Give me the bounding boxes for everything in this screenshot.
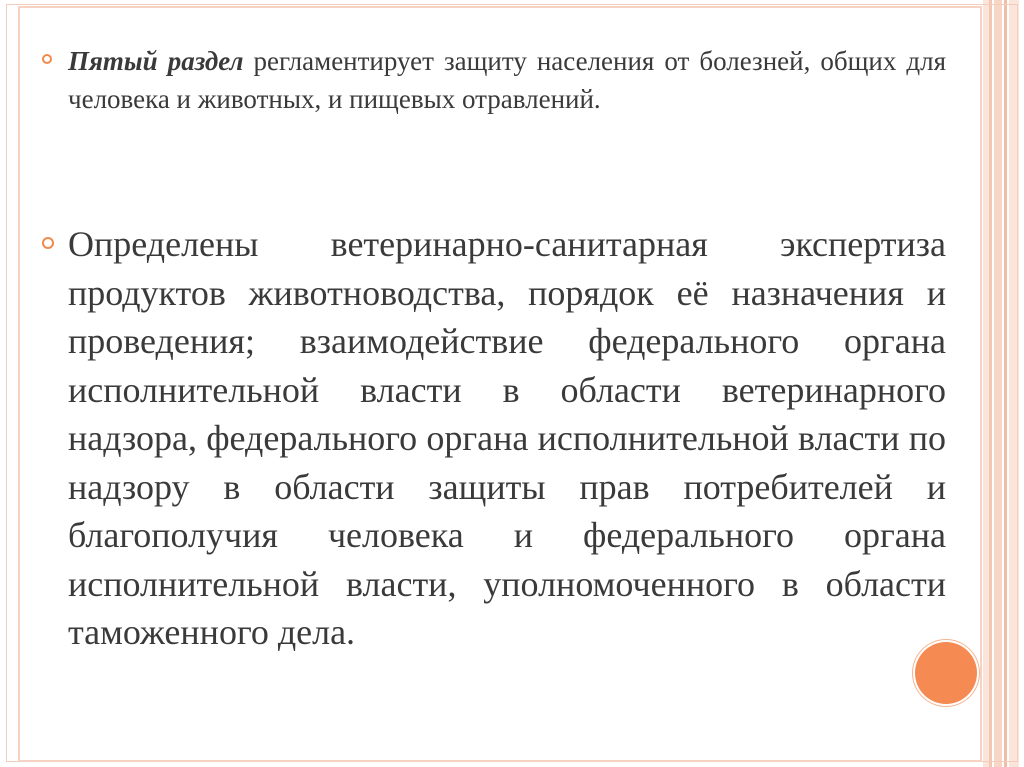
orange-circle-decoration bbox=[915, 642, 977, 704]
bullet-circle-icon bbox=[42, 54, 52, 64]
bullet-item-2 bbox=[42, 220, 946, 657]
bullet-body: регламентирует защиту населения от болезней, общих для человека и животных, и пищевых отравлений. bbox=[68, 46, 946, 114]
bullet-text bbox=[68, 42, 946, 118]
bullet-item-1 bbox=[42, 42, 946, 118]
bullet-text: Определены ветеринарно-санитарная экспертиза продуктов животноводства, порядок её назначения и проведения; взаимодействие федерального органа исполнительной власти в области ветеринарного надзора, федерального органа исполнительной власти по надзору в области защиты прав потребителей и благополучия человека и федерального органа исполнительной власти, уполномоченного в области таможенного дела. bbox=[68, 224, 946, 652]
bullet-circle-icon bbox=[42, 237, 54, 249]
bullet-lead: Пятый раздел bbox=[68, 46, 244, 76]
